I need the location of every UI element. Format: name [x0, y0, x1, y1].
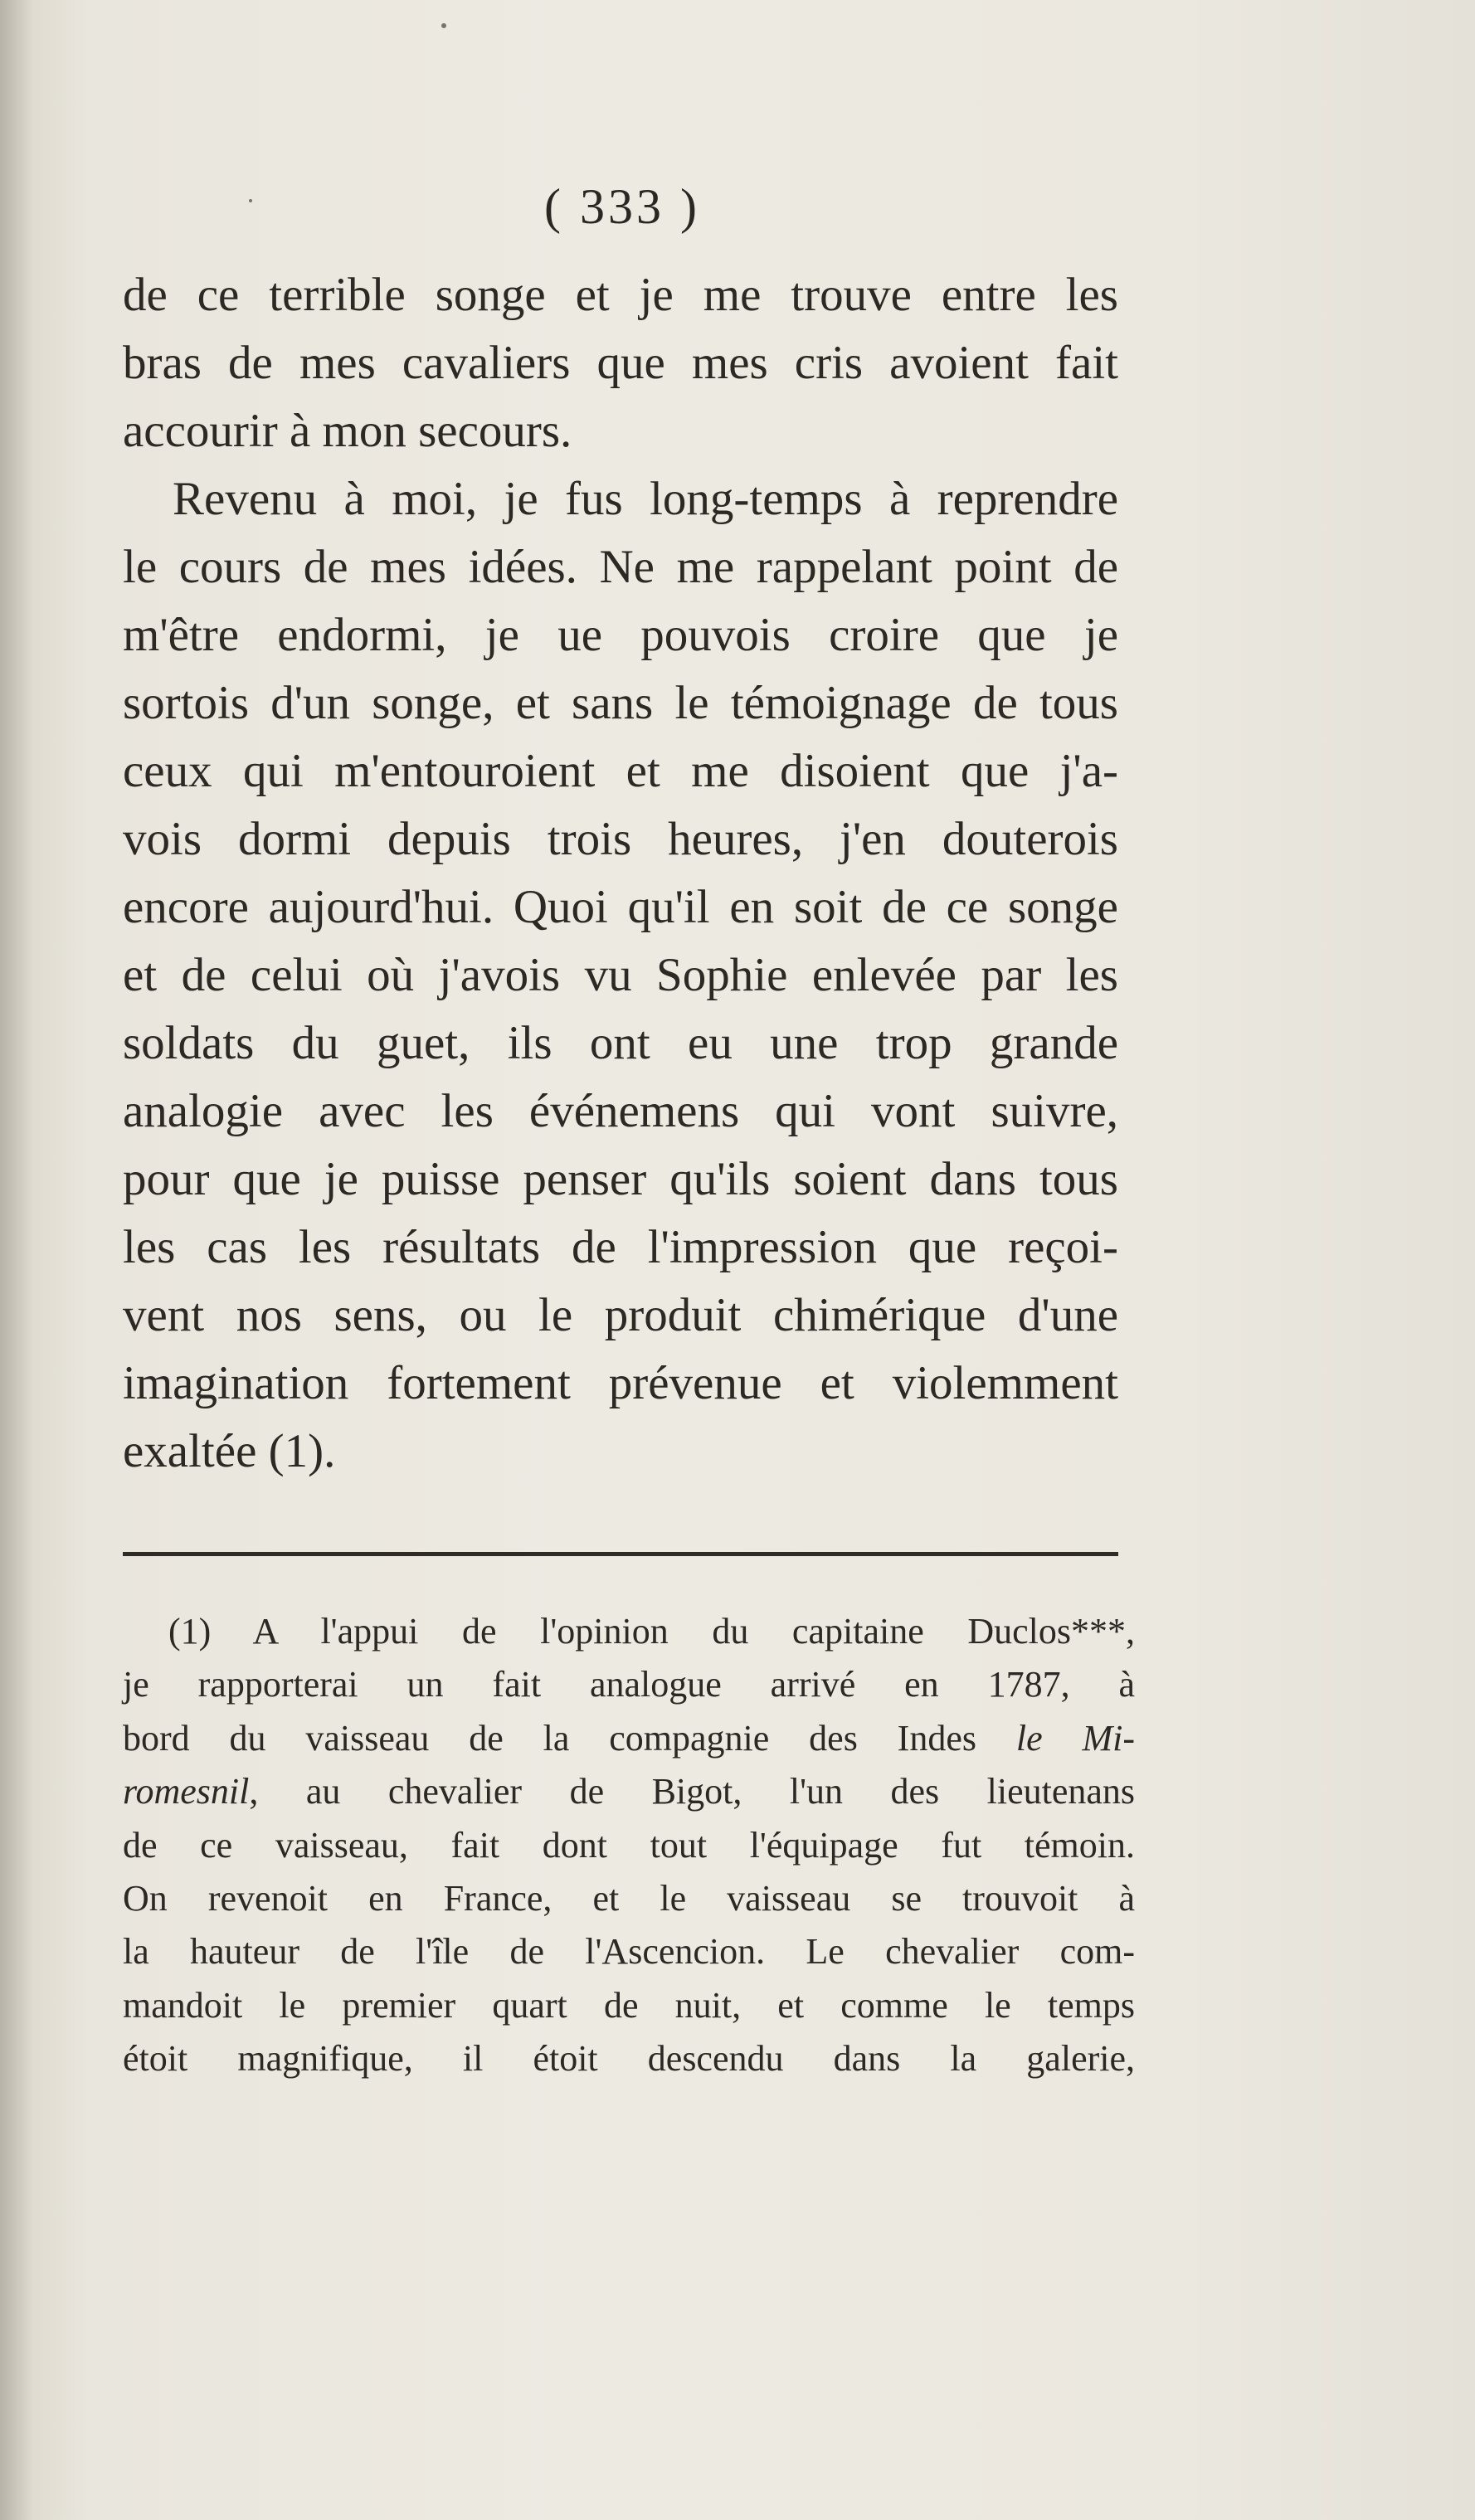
body-line: ceux qui m'entouroient et me disoient que j'a-: [123, 745, 1118, 797]
body-line: vois dormi depuis trois heures, j'en douterois: [123, 813, 1118, 865]
body-line: pour que je puisse penser qu'ils soient dans tous: [123, 1153, 1118, 1205]
footnote-text: , au chevalier de Bigot, l'un des lieutenans: [249, 1771, 1135, 1812]
ship-name-italic: romesnil: [123, 1771, 250, 1812]
body-line: Revenu à moi, je fus long-temps à reprendre: [173, 473, 1118, 525]
body-line: bras de mes cavaliers que mes cris avoient fait: [123, 337, 1118, 389]
footnote-line: la hauteur de l'île de l'Ascencion. Le chevalier com-: [123, 1931, 1135, 1973]
body-line: le cours de mes idées. Ne me rappelant point de: [123, 541, 1118, 593]
body-line: exaltée (1).: [123, 1425, 336, 1477]
footnote-line: [123, 1765, 1135, 1818]
footnote-line: étoit magnifique, il étoit descendu dans la galerie,: [123, 2038, 1135, 2080]
body-line: imagination fortement prévenue et violemment: [123, 1357, 1118, 1409]
footnote-text: bord du vaisseau de la compagnie des Indes: [123, 1717, 1016, 1759]
gutter-shadow: [0, 0, 33, 2520]
footnote-line: [123, 1712, 1135, 1765]
body-line: de ce terrible songe et je me trouve entre les: [123, 269, 1118, 321]
paper-speck: [441, 23, 446, 28]
body-line: vent nos sens, ou le produit chimérique d'une: [123, 1289, 1118, 1341]
footnote-separator-rule: [123, 1552, 1118, 1556]
body-line: sortois d'un songe, et sans le témoignage de tous: [123, 677, 1118, 729]
footnote: [123, 1605, 1135, 2086]
footnote-line: (1) A l'appui de l'opinion du capitaine Duclos***,: [168, 1611, 1135, 1652]
footnote-line: mandoit le premier quart de nuit, et comme le temps: [123, 1984, 1135, 2026]
footnote-line: je rapporterai un fait analogue arrivé en 1787, à: [123, 1664, 1135, 1705]
body-line: accourir à mon secours.: [123, 405, 572, 457]
ship-name-italic: le Mi-: [1015, 1717, 1135, 1759]
footnote-line: de ce vaisseau, fait dont tout l'équipage fut témoin.: [123, 1824, 1135, 1866]
body-line: les cas les résultats de l'impression que reçoi-: [123, 1221, 1118, 1273]
page-number: ( 333 ): [544, 179, 700, 234]
body-line: analogie avec les événemens qui vont suivre,: [123, 1085, 1118, 1137]
footnote-line: On revenoit en France, et le vaisseau se trouvoit à: [123, 1877, 1135, 1919]
body-line: et de celui où j'avois vu Sophie enlevée par les: [123, 949, 1118, 1001]
body-text: [123, 261, 1118, 1486]
body-line: soldats du guet, ils ont eu une trop grande: [123, 1017, 1118, 1069]
body-line: m'être endormi, je ue pouvois croire que je: [123, 609, 1118, 661]
body-line: encore aujourd'hui. Quoi qu'il en soit de ce songe: [123, 881, 1118, 933]
